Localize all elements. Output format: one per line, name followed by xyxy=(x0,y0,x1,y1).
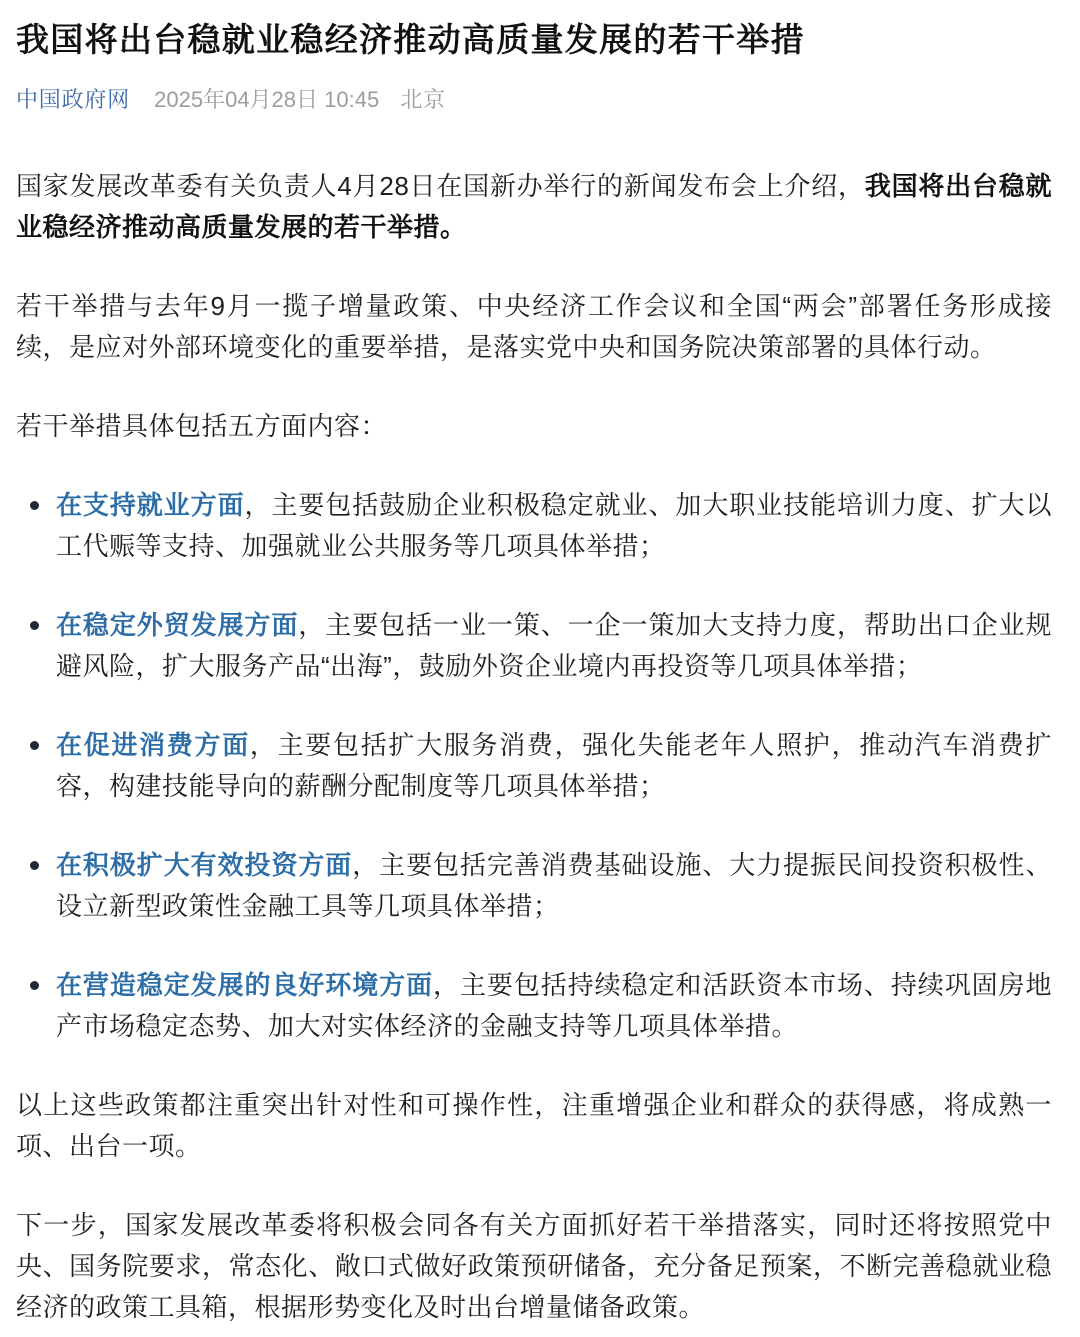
measure-text: ，主要包括持续稳定和活跃资本市场、持续巩固房地产市场稳定态势、加大对实体经济的金融支持等几项具体举措。 xyxy=(56,970,1052,1041)
article-meta xyxy=(16,85,1052,115)
bullet-dot xyxy=(30,981,39,990)
paragraph-next-steps: 下一步，国家发展改革委将积极会同各有关方面抓好若干举措落实，同时还将按照党中央、国务院要求，常态化、敞口式做好政策预研储备，充分备足预案，不断完善稳就业稳经济的政策工具箱，根据形势变化及时出台增量储备政策。 xyxy=(16,1210,1052,1322)
measure-item xyxy=(56,725,1052,807)
dateline-location: 北京 xyxy=(400,87,446,112)
intro-text: 国家发展改革委有关负责人4月28日在国新办举行的新闻发布会上介绍， xyxy=(16,171,865,201)
measure-item xyxy=(56,965,1052,1047)
bullet-dot xyxy=(30,741,39,750)
measure-item xyxy=(56,485,1052,567)
article-body xyxy=(16,166,1052,1328)
intro-emphasis: 我国将出台稳就业稳经济推动高质量发展的若干举措。 xyxy=(16,171,1052,242)
bullet-dot xyxy=(30,501,39,510)
measure-item xyxy=(56,605,1052,687)
paragraph-list-lead: 若干举措具体包括五方面内容： xyxy=(16,411,388,441)
measure-heading: 在积极扩大有效投资方面 xyxy=(56,850,353,880)
measure-text: ，主要包括完善消费基础设施、大力提振民间投资积极性、设立新型政策性金融工具等几项具体举措； xyxy=(56,850,1052,921)
source-link[interactable]: 中国政府网 xyxy=(16,87,131,112)
bullet-dot xyxy=(30,861,39,870)
paragraph-context: 若干举措与去年9月一揽子增量政策、中央经济工作会议和全国“两会”部署任务形成接续，是应对外部环境变化的重要举措，是落实党中央和国务院决策部署的具体行动。 xyxy=(16,291,1052,362)
bullet-dot xyxy=(30,621,39,630)
measure-heading: 在稳定外贸发展方面 xyxy=(56,610,299,640)
article-header xyxy=(16,0,1052,115)
article-title: 我国将出台稳就业稳经济推动高质量发展的若干举措 xyxy=(16,21,805,58)
measure-item xyxy=(56,845,1052,927)
measure-heading: 在促进消费方面 xyxy=(56,730,250,760)
paragraph-intro xyxy=(16,166,1052,248)
paragraph-summary: 以上这些政策都注重突出针对性和可操作性，注重增强企业和群众的获得感，将成熟一项、出台一项。 xyxy=(16,1090,1052,1161)
measure-text: ，主要包括鼓励企业积极稳定就业、加大职业技能培训力度、扩大以工代赈等支持、加强就业公共服务等几项具体举措； xyxy=(56,490,1052,561)
publish-datetime: 2025年04月28日 10:45 xyxy=(154,87,380,112)
measure-heading: 在支持就业方面 xyxy=(56,490,245,520)
measure-text: ，主要包括扩大服务消费，强化失能老年人照护，推动汽车消费扩容，构建技能导向的薪酬分配制度等几项具体举措； xyxy=(56,730,1052,801)
measure-text: ，主要包括一业一策、一企一策加大支持力度，帮助出口企业规避风险，扩大服务产品“出海”，鼓励外资企业境内再投资等几项具体举措； xyxy=(56,610,1052,681)
measure-heading: 在营造稳定发展的良好环境方面 xyxy=(56,970,434,1000)
measures-list xyxy=(16,485,1052,1047)
